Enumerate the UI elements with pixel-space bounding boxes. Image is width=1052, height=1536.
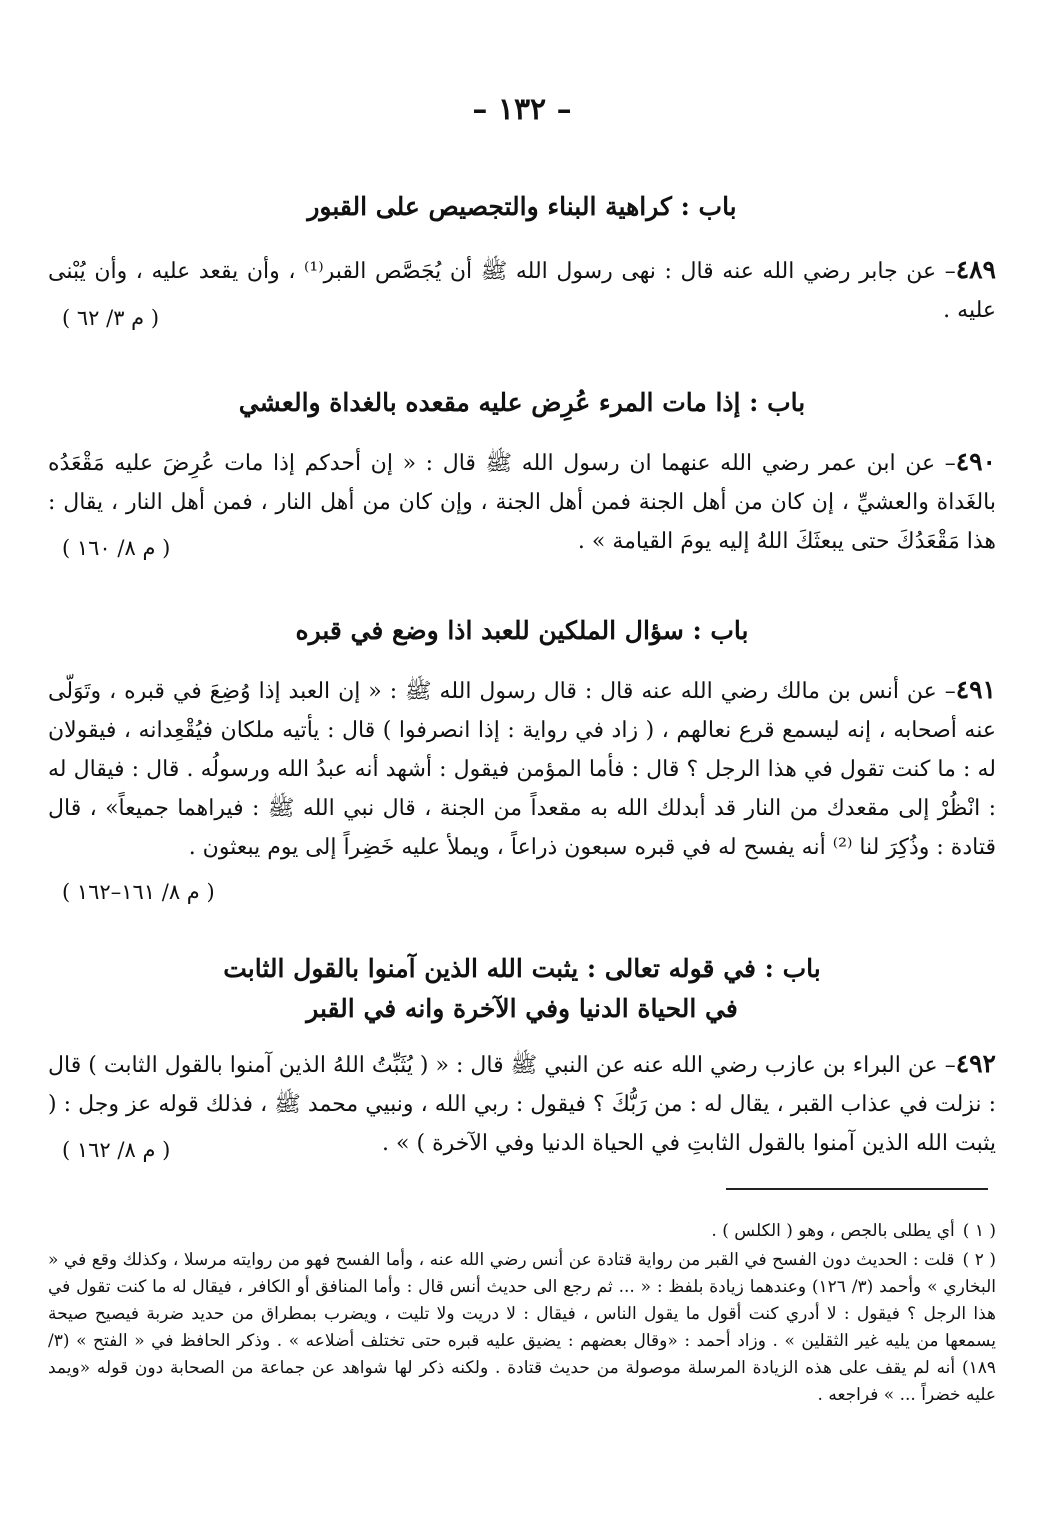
hadith-reference: ( م ٨/ ١٦٢ )	[62, 1138, 171, 1162]
chapter-heading-4-line2: في الحياة الدنيا وفي الآخرة وانه في القبر	[306, 994, 738, 1023]
hadith-text: – عن أنس بن مالك رضي الله عنه قال : قال رسول الله ﷺ : « إن العبد إذا وُضِعَ في قبره ، وتَوَلّى عنه أصحابه ، إنه ليسمع قرع نعالهم ، ( زاد في رواية : إذا انصرفوا ) قال : يأتيه ملكان فيُقْعِدانه ، فيقولان له : ما كنت تقول في هذا الرجل ؟ قال : فأما المؤمن فيقول : أشهد أنه عبدُ الله ورسولُه . قال : فيقال له : انْظُرْ إلى مقعدك من النار قد أبدلك الله به مقعداً من الجنة ، قال نبي الله ﷺ : فيراهما جميعاً» ، قال قتادة : وذُكِرَ لنا ⁽²⁾ أنه يفسح له في قبره سبعون ذراعاً ، ويملأ عليه خَضِراً إلى يوم يبعثون .	[48, 679, 996, 860]
hadith-492	[48, 1044, 996, 1163]
hadith-number: ٤٩١	[955, 675, 996, 704]
footnotes	[48, 1218, 996, 1411]
hadith-reference: ( م ٨/ ١٦١–١٦٢ )	[62, 880, 215, 904]
footnote-text: قلت : الحديث دون الفسح في القبر من رواية قتادة عن أنس رضي الله عنه ، وأما الفسح فهو من روايته مرسلا ، وكذلك وقع في « البخاري » وأحمد (٣/ ١٢٦) وعندهما زيادة بلفظ : « ... ثم رجع الى حديث أنس قال : وأما المنافق أو الكافر ، فيقال له ما كنت تقول في هذا الرجل ؟ فيقول : لا أدري كنت أقول ما يقول الناس ، فيقال : لا دريت ولا تليت ، ويضرب بمطراق من حديد ضربة فيصيح صيحة يسمعها من يليه غير الثقلين » . وزاد أحمد : «وقال بعضهم : يضيق عليه قبره حتى تختلف أضلاعه » . وذكر الحافظ في « الفتح » (٣/ ١٨٩) أنه لم يقف على هذه الزيادة المرسلة موصولة من حديث قتادة . ولكنه ذكر لها شواهد عن جماعة من الصحابة دون قوله «ويمد عليه خضراً ... » فراجعه .	[48, 1250, 997, 1405]
book-page	[48, 0, 996, 1536]
hadith-reference: ( م ٣/ ٦٢ )	[62, 306, 160, 330]
chapter-heading-4: باب : في قوله تعالى : يثبت الله الذين آمنوا بالقول الثابت	[223, 954, 821, 983]
footnote-mark: ( ١ )	[962, 1221, 996, 1241]
hadith-491	[48, 670, 996, 867]
hadith-number: ٤٨٩	[955, 255, 996, 284]
hadith-490	[48, 442, 996, 561]
hadith-text: – عن ابن عمر رضي الله عنهما ان رسول الله ﷺ قال : « إن أحدكم إذا مات عُرِضَ عليه مَقْعَدُه بالغَداة والعشيِّ ، إن كان من أهل الجنة فمن أهل الجنة ، وإن كان من أهل النار ، فمن أهل النار ، يقال : هذا مَقْعَدُكَ حتى يبعثَكَ اللهُ إليه يومَ القيامة » .	[48, 451, 996, 554]
chapter-heading-3: باب : سؤال الملكين للعبد اذا وضع في قبره	[295, 616, 749, 645]
hadith-text: – عن جابر رضي الله عنه قال : نهى رسول الله ﷺ أن يُجَصَّص القبر⁽¹⁾ ، وأن يقعد عليه ، وأن يُبْنى عليه .	[48, 259, 996, 323]
hadith-number: ٤٩٠	[955, 447, 996, 476]
footnote-1	[48, 1218, 996, 1245]
hadith-489	[48, 250, 996, 330]
footnote-divider	[726, 1188, 988, 1190]
hadith-text: – عن البراء بن عازب رضي الله عنه عن النبي ﷺ قال : « ( يُثَبِّتُ اللهُ الذين آمنوا بالقول الثابت ) قال : نزلت في عذاب القبر ، يقال له : من رَبُّكَ ؟ فيقول : ربي الله ، ونبيي محمد ﷺ ، فذلك قوله عز وجل : ( يثبت الله الذين آمنوا بالقول الثابتِ في الحياة الدنيا وفي الآخرة ) » .	[48, 1053, 996, 1156]
footnote-2	[48, 1247, 996, 1409]
hadith-number: ٤٩٢	[955, 1049, 996, 1078]
footnote-mark: ( ٢ )	[962, 1250, 996, 1270]
page-number: – ١٣٢ –	[472, 92, 572, 127]
chapter-heading-2: باب : إذا مات المرء عُرِض عليه مقعده بالغداة والعشي	[238, 388, 806, 417]
footnote-text: أي يطلى بالجص ، وهو ( الكلس ) .	[711, 1221, 955, 1241]
hadith-reference: ( م ٨/ ١٦٠ )	[62, 536, 171, 560]
chapter-heading-1: باب : كراهية البناء والتجصيص على القبور	[307, 192, 737, 221]
